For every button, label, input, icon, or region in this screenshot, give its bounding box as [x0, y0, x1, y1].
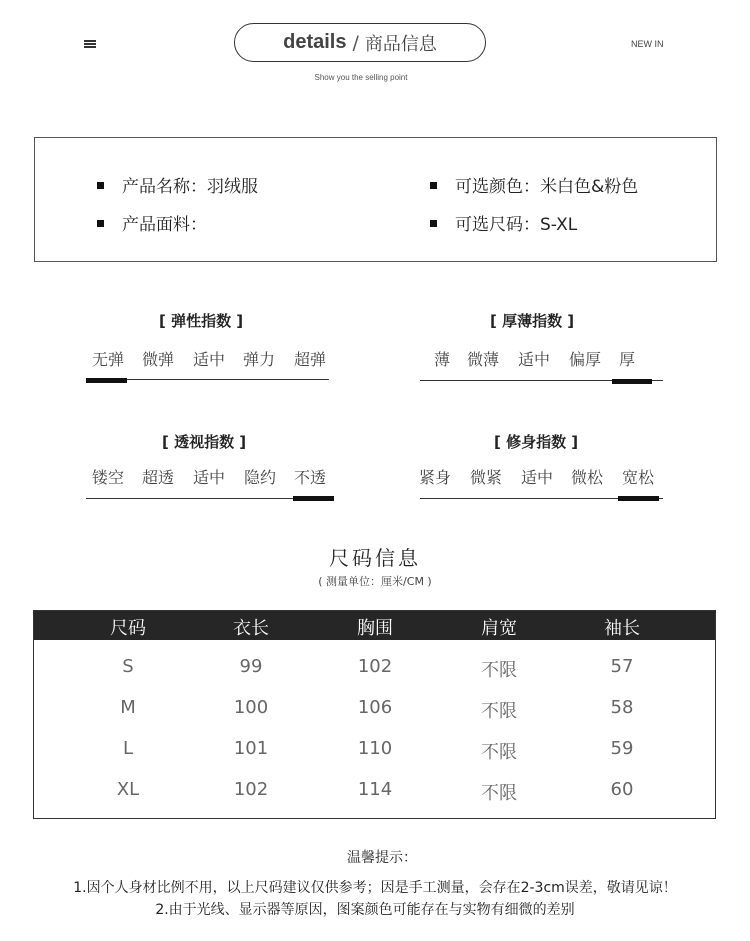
fit-title: [ 修身指数 ]	[494, 433, 579, 451]
thickness-option: 微薄	[467, 350, 500, 369]
thickness-title: [ 厚薄指数 ]	[490, 312, 575, 330]
table-cell: 114	[357, 779, 393, 800]
transparency-option: 超透	[142, 468, 175, 487]
fit-option: 宽松	[622, 468, 655, 487]
transparency-title: [ 透视指数 ]	[162, 433, 247, 451]
table-cell: S	[122, 656, 134, 677]
bullet-icon	[97, 182, 104, 189]
thickness-selected-marker	[612, 379, 652, 384]
elasticity-option: 无弹	[92, 350, 125, 369]
bullet-icon	[430, 220, 437, 227]
tip-line-1: 1.因个人身材比例不用，以上尺码建议仅供参考；因是手工测量，会存在2-3cm误差，敬请见谅！	[73, 880, 677, 896]
transparency-option: 隐约	[244, 468, 277, 487]
subtitle: Show you the selling point	[314, 73, 408, 82]
table-cell: 100	[233, 697, 269, 718]
menu-icon[interactable]	[84, 40, 96, 48]
table-cell: 99	[239, 656, 263, 677]
header-cell: 肩宽	[481, 618, 517, 639]
table-cell: 102	[233, 779, 269, 800]
thickness-option: 偏厚	[569, 350, 602, 369]
table-cell: 110	[357, 738, 393, 759]
title-zh: 商品信息	[364, 33, 437, 55]
table-cell: 106	[357, 697, 393, 718]
bullet-icon	[97, 220, 104, 227]
size-info-title: 尺码信息	[329, 546, 421, 570]
table-cell: 58	[610, 697, 634, 718]
fit-option: 微松	[571, 468, 604, 487]
fit-option: 微紧	[470, 468, 503, 487]
info-colors: 可选颜色：米白色&粉色	[430, 172, 638, 197]
tips-title: 温馨提示：	[347, 850, 417, 866]
title-separator: /	[352, 31, 359, 54]
fit-option: 紧身	[419, 468, 452, 487]
header-cell: 袖长	[604, 618, 640, 639]
product-info-box	[34, 137, 717, 262]
transparency-option: 镂空	[92, 468, 125, 487]
transparency-option: 不透	[294, 468, 327, 487]
table-cell: XL	[116, 779, 140, 800]
header-cell: 衣长	[233, 618, 269, 639]
size-table-header	[34, 611, 715, 640]
elasticity-selected-marker	[86, 378, 127, 383]
thickness-option: 薄	[434, 350, 451, 369]
new-in-label: NEW IN	[631, 39, 664, 49]
elasticity-option: 微弹	[142, 350, 175, 369]
table-cell: 不限	[481, 701, 517, 722]
table-cell: 59	[610, 738, 634, 759]
elasticity-option: 超弹	[294, 350, 327, 369]
elasticity-option: 弹力	[243, 350, 276, 369]
table-cell: 57	[610, 656, 634, 677]
table-cell: M	[120, 697, 136, 718]
bullet-icon	[430, 182, 437, 189]
info-sizes: 可选尺码：S-XL	[430, 210, 577, 235]
header-cell: 尺码	[110, 618, 146, 639]
transparency-option: 适中	[193, 468, 226, 487]
size-table	[33, 610, 716, 819]
fit-selected-marker	[618, 496, 659, 501]
header-cell: 胸围	[357, 618, 393, 639]
thickness-option: 适中	[518, 350, 551, 369]
table-cell: L	[122, 738, 134, 759]
tip-line-2: 2.由于光线、显示器等原因，图案颜色可能存在与实物有细微的差别	[155, 902, 575, 918]
table-cell: 102	[357, 656, 393, 677]
elasticity-title: [ 弹性指数 ]	[159, 312, 244, 330]
info-product-name: 产品名称：羽绒服	[97, 172, 258, 197]
table-cell: 不限	[481, 742, 517, 763]
table-cell: 不限	[481, 660, 517, 681]
info-product-material: 产品面料：	[97, 210, 207, 235]
elasticity-option: 适中	[193, 350, 226, 369]
table-cell: 101	[233, 738, 269, 759]
fit-option: 适中	[521, 468, 554, 487]
transparency-selected-marker	[293, 496, 334, 501]
details-title-pill	[234, 23, 486, 62]
thickness-option: 厚	[619, 350, 636, 369]
table-cell: 60	[610, 779, 634, 800]
table-cell: 不限	[481, 783, 517, 804]
title-en: details	[283, 31, 347, 53]
size-unit-note: ( 测量单位：厘米/CM )	[318, 575, 432, 588]
